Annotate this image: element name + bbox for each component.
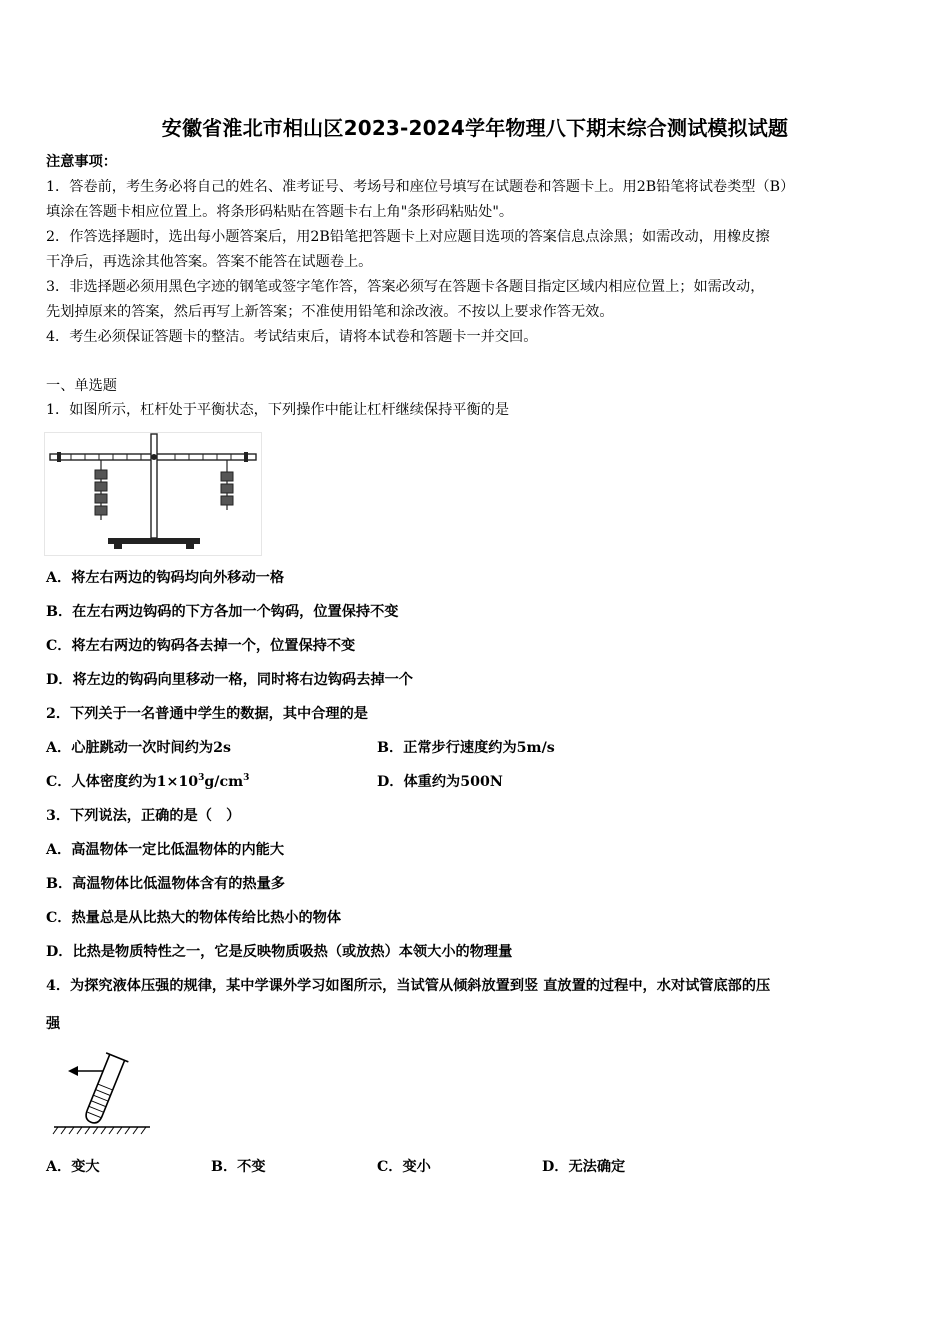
notice-line: 干净后，再选涂其他答案。答案不能答在试题卷上。	[46, 254, 373, 270]
question-2-option-c	[46, 772, 249, 792]
question-4-option-b: B．不变	[211, 1159, 266, 1175]
exponent: 3	[243, 773, 250, 783]
question-3-option-c: C．热量总是从比热大的物体传给比热小的物体	[46, 910, 342, 926]
question-3-option-d: D．比热是物质特性之一，它是反映物质吸热（或放热）本领大小的物理量	[46, 944, 513, 960]
page-title: 安徽省淮北市相山区2023-2024学年物理八下期末综合测试模拟试题	[161, 116, 789, 140]
question-3-stem: 3．下列说法，正确的是（ ）	[46, 808, 241, 824]
question-4-stem-continued: 强	[46, 1016, 61, 1032]
question-1-stem: 1．如图所示，杠杆处于平衡状态，下列操作中能让杠杆继续保持平衡的是	[46, 402, 510, 418]
notice-line: 4．考生必须保证答题卡的整洁。考试结束后，请将本试卷和答题卡一并交回。	[46, 329, 538, 345]
question-4-option-c: C．变小	[377, 1159, 431, 1175]
option-c-text: C．人体密度约为1×10	[46, 774, 199, 790]
question-3-option-a: A．高温物体一定比低温物体的内能大	[46, 842, 285, 858]
lever-balance-figure	[44, 432, 262, 556]
question-2-option-d: D．体重约为500N	[377, 774, 503, 790]
question-4-stem: 4．为探究液体压强的规律，某中学课外学习如图所示，当试管从倾斜放置到竖 直放置的过程中，水对试管底部的压	[46, 978, 771, 994]
notice-line: 1．答卷前，考生务必将自己的姓名、准考证号、考场号和座位号填写在试题卷和答题卡上。用2B铅笔将试卷类型（B）	[46, 179, 795, 195]
question-1-option-a: A．将左右两边的钩码均向外移动一格	[46, 570, 285, 586]
question-1-option-c: C．将左右两边的钩码各去掉一个，位置保持不变	[46, 638, 356, 654]
question-2-option-a: A．心脏跳动一次时间约为2s	[46, 740, 231, 756]
question-3-option-b: B．高温物体比低温物体含有的热量多	[46, 876, 285, 892]
question-1-option-d: D．将左边的钩码向里移动一格，同时将右边钩码去掉一个	[46, 672, 413, 688]
exponent: 3	[198, 773, 205, 783]
notice-line: 2．作答选择题时，选出每小题答案后，用2B铅笔把答题卡上对应题目选项的答案信息点涂黑；如需改动，用橡皮擦	[46, 229, 770, 245]
notice-line: 填涂在答题卡相应位置上。将条形码粘贴在答题卡右上角"条形码粘贴处"。	[46, 204, 514, 220]
section-heading: 一、单选题	[46, 378, 117, 394]
test-tube-figure	[52, 1048, 152, 1138]
question-2-option-b: B．正常步行速度约为5m/s	[377, 740, 555, 756]
question-2-stem: 2．下列关于一名普通中学生的数据，其中合理的是	[46, 706, 368, 722]
option-c-unit: g/cm	[204, 774, 244, 790]
question-1-option-b: B．在左右两边钩码的下方各加一个钩码，位置保持不变	[46, 604, 399, 620]
notice-line: 3．非选择题必须用黑色字迹的钢笔或签字笔作答，答案必须写在答题卡各题目指定区域内相应位置上；如需改动，	[46, 279, 765, 295]
notice-line: 先划掉原来的答案，然后再写上新答案；不准使用铅笔和涂改液。不按以上要求作答无效。	[46, 304, 614, 320]
notice-heading: 注意事项：	[46, 154, 117, 170]
question-4-option-d: D．无法确定	[542, 1159, 626, 1175]
question-4-option-a: A．变大	[46, 1159, 100, 1175]
